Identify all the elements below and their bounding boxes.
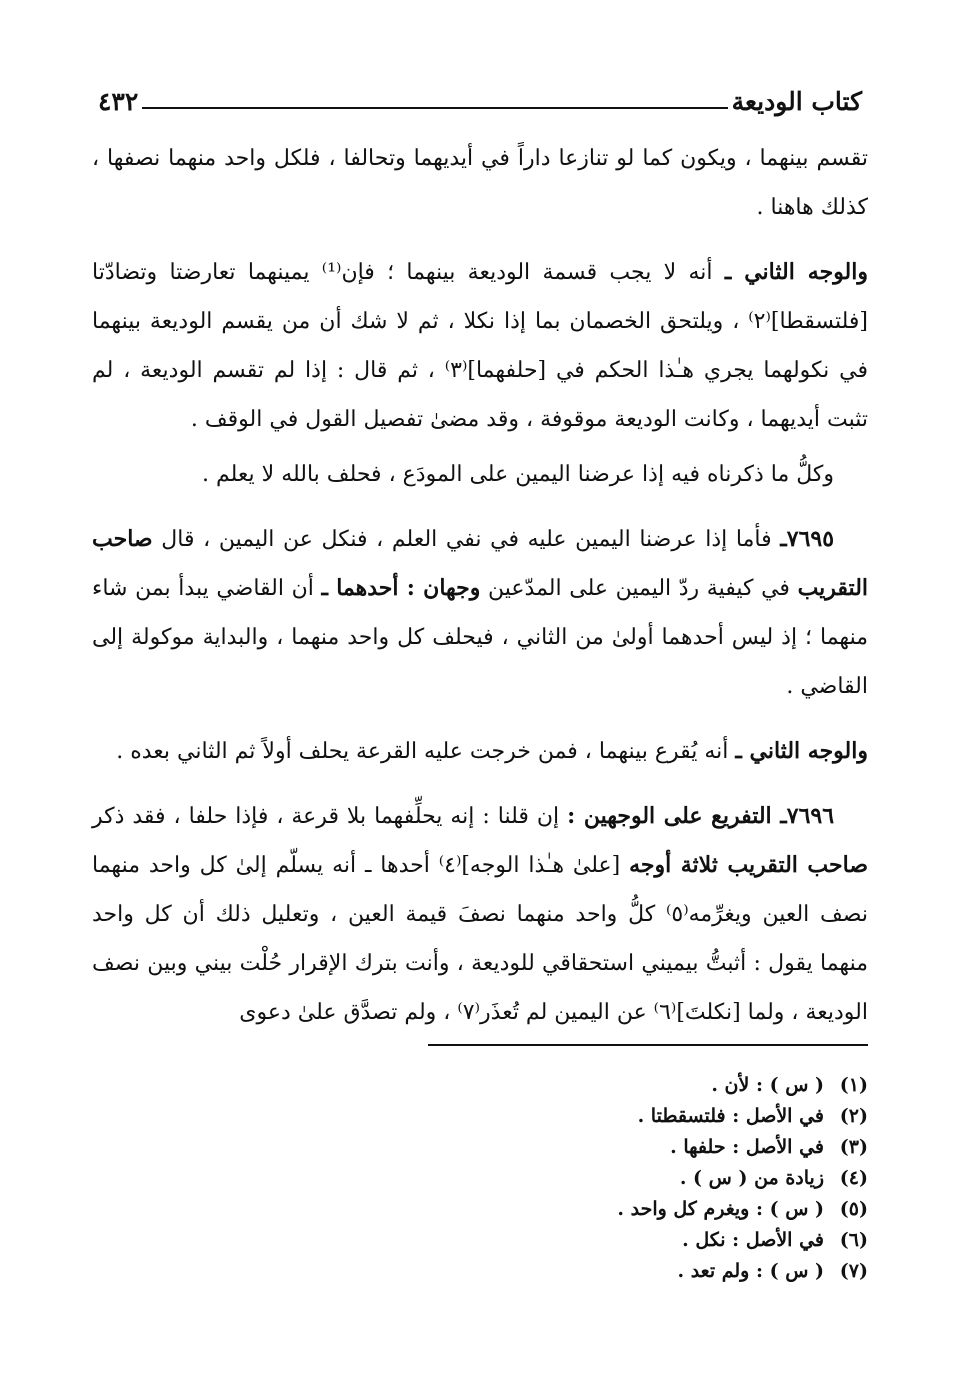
paragraph-1 xyxy=(92,134,868,232)
paragraph-6 xyxy=(92,792,868,1037)
footnote-text: زيادة من ( س ) . xyxy=(679,1167,824,1189)
footnote-number: (١) xyxy=(839,1074,868,1096)
paragraph-text: في كيفية ردّ اليمين على المدّعين xyxy=(488,576,790,601)
footnote xyxy=(92,1256,868,1287)
section-number: ٧٦٩٥ـ xyxy=(780,526,835,552)
bold-term: صاحب التقريب ثلاثة أوجه xyxy=(629,852,869,878)
paragraph-text: أنه لا يجب قسمة الوديعة بينهما ؛ فإن⁽¹⁾ يمينهما تعارضتا وتضادّتا [فلتسقطا]⁽٢⁾ ، ويلتحق الخصمان بما إذا نكلا ، ثم لا شك أن من يقسم الوديعة بينهما في نكولهما يجري هـٰذا الحكم في [حلفهما]⁽٣⁾ ، ثم قال : إذا لم تقسم الوديعة ، لم تثبت أيديهما ، وكانت الوديعة موقوفة ، وقد مضىٰ تفصيل القول في الوقف . xyxy=(92,260,868,432)
paragraph-5 xyxy=(92,727,868,776)
footnote-text: ( س ) : لأن . xyxy=(711,1074,824,1096)
paragraph-text: أنه يُقرع بينهما ، فمن خرجت عليه القرعة يحلف أولاً ثم الثاني بعده . xyxy=(116,739,729,764)
paragraph-text: أن القاضي يبدأ بمن شاء منهما ؛ إذ ليس أحدهما أولىٰ من الثاني ، فيحلف كل واحد منهما ، والبداية موكولة إلى القاضي . xyxy=(92,576,868,699)
running-header xyxy=(92,84,868,118)
footnote-text: ( س ) : ويغرم كل واحد . xyxy=(617,1198,824,1220)
footnote xyxy=(92,1225,868,1256)
footnote-number: (٦) xyxy=(839,1229,868,1251)
footnote-number: (٥) xyxy=(839,1198,868,1220)
paragraph-text: [علىٰ هـٰذا الوجه]⁽٤⁾ أحدها ـ أنه يسلّم إلىٰ كل واحد منهما نصف العين ويغرِّمه⁽٥⁾ كلُّ واحد منهما نصفَ قيمة العين ، وتعليل ذلك أن كل واحد منهما يقول : أثبتُّ بيميني استحقاقي للوديعة ، وأنت بترك الإقرار حُلْت بيني وبين نصف الوديعة ، ولما [نكلتَ]⁽٦⁾ عن اليمين لم تُعذَر⁽٧⁾ ، ولم تصدَّق علىٰ دعوى xyxy=(92,853,868,1025)
footnote xyxy=(92,1163,868,1194)
footnote-text: ( س ) : ولم تعد . xyxy=(677,1260,824,1282)
footnote-text: في الأصل : نكل . xyxy=(682,1229,824,1251)
footnote-number: (٧) xyxy=(839,1260,868,1282)
footnote-number: (٣) xyxy=(839,1136,868,1158)
main-text xyxy=(92,134,868,1037)
footnote xyxy=(92,1070,868,1101)
footnotes xyxy=(92,1070,868,1287)
paragraph-text: وكلُّ ما ذكرناه فيه إذا عرضنا اليمين على المودَع ، فحلف بالله لا يعلم . xyxy=(202,462,834,487)
paragraph-text: إن قلنا : إنه يحلِّفهما بلا قرعة ، فإذا حلفا ، فقد ذكر xyxy=(92,804,560,829)
footnote xyxy=(92,1132,868,1163)
paragraph-text: تقسم بينهما ، ويكون كما لو تنازعا داراً في أيديهما وتحالفا ، فلكل واحد منهما نصفها ، كذلك هاهنا . xyxy=(92,146,868,220)
footnote-text: في الأصل : فلتسقطتا . xyxy=(637,1105,824,1127)
header-rule xyxy=(142,107,727,109)
paragraph-2 xyxy=(92,248,868,444)
paragraph-4 xyxy=(92,515,868,711)
footnote-rule xyxy=(428,1044,868,1046)
paragraph-lead: والوجه الثاني ـ xyxy=(735,738,868,764)
page xyxy=(92,70,868,1360)
page-number: ٤٣٢ xyxy=(98,86,139,116)
footnote-text: في الأصل : حلفها . xyxy=(670,1136,824,1158)
chapter-title: كتاب الوديعة xyxy=(731,86,862,116)
bold-term: وجهان : أحدهما ـ xyxy=(321,575,481,601)
footnote xyxy=(92,1194,868,1225)
footnote-number: (٢) xyxy=(839,1105,868,1127)
paragraph-lead: والوجه الثاني ـ xyxy=(724,259,868,285)
footnote xyxy=(92,1101,868,1132)
section-number: ٧٦٩٦ـ التفريع على الوجهين : xyxy=(567,803,835,829)
bold-term: صاحب التقريب xyxy=(92,526,869,601)
footnote-number: (٤) xyxy=(839,1167,868,1189)
paragraph-3 xyxy=(92,450,868,499)
paragraph-text: فأما إذا عرضنا اليمين عليه في نفي العلم ، فنكل عن اليمين ، قال xyxy=(161,527,772,552)
